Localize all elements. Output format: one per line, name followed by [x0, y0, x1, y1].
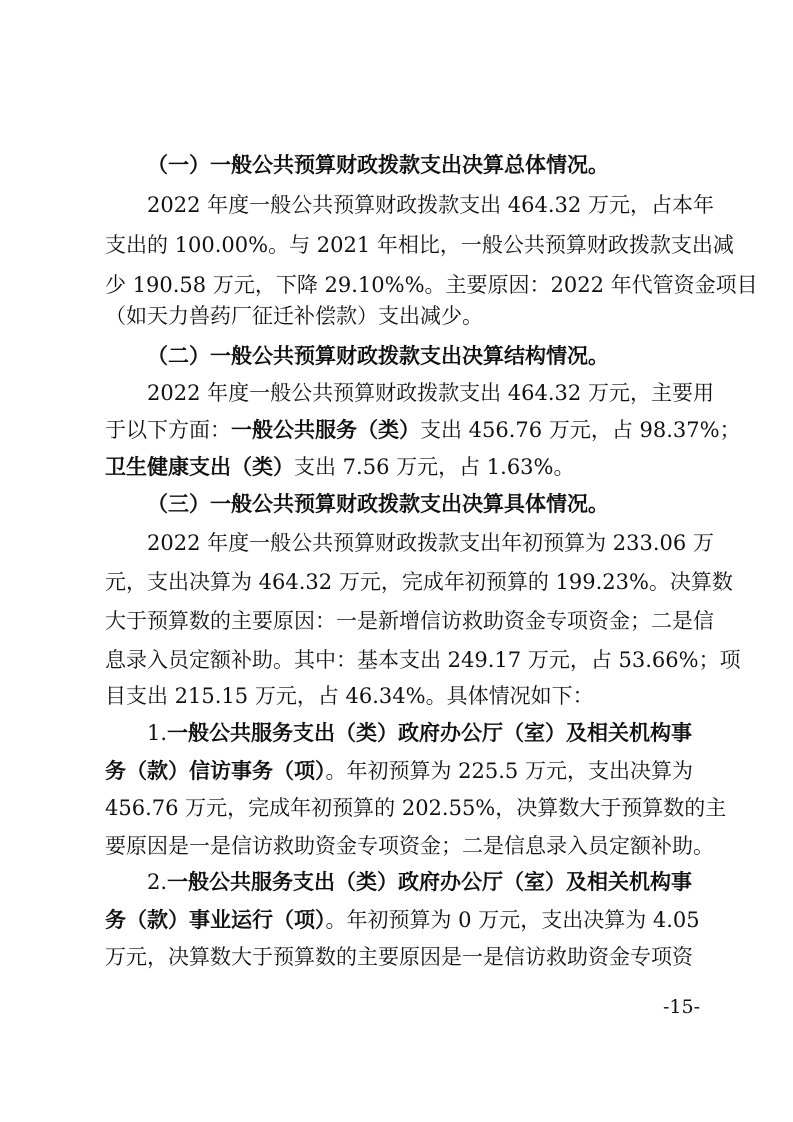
section2-line-1: 2022 年度一般公共预算财政拨款支出 464.32 万元，主要用	[147, 381, 714, 405]
section1-line-3: 少 190.58 万元，下降 29.10%%。主要原因：2022 年代管资金项目	[105, 273, 758, 297]
category-health: 卫生健康支出（类）	[105, 454, 294, 479]
page-number: -15-	[662, 996, 700, 1018]
item1-title-part1: 一般公共服务支出（类）政府办公厅（室）及相关机构事	[167, 720, 693, 745]
section2-line-3	[105, 447, 689, 487]
item1-number: 1.	[147, 721, 168, 745]
category-general-public-services: 一般公共服务（类）	[231, 417, 420, 442]
section2-line-2-pre: 于以下方面：	[105, 418, 231, 442]
item1-line-1	[147, 713, 693, 753]
item2-title-part2: 务（款）事业运行（项）	[105, 907, 326, 932]
section1-heading: （一）一般公共预算财政拨款支出决算总体情况。	[147, 152, 609, 177]
item2-title-part1: 一般公共服务支出（类）政府办公厅（室）及相关机构事	[167, 869, 693, 894]
section3-heading: （三）一般公共预算财政拨款支出决算具体情况。	[147, 491, 609, 516]
item2-line-1	[147, 862, 693, 902]
section3-line-4: 息录入员定额补助。其中：基本支出 249.17 万元，占 53.66%；项	[105, 648, 741, 672]
section2-heading: （二）一般公共预算财政拨款支出决算结构情况。	[147, 343, 609, 368]
item1-line-2	[105, 751, 693, 791]
section1-line-1: 2022 年度一般公共预算财政拨款支出 464.32 万元，占本年	[147, 193, 714, 217]
section2-line-2-post: 支出 456.76 万元，占 98.37%；	[420, 418, 741, 442]
section3-line-3: 大于预算数的主要原因：一是新增信访救助资金专项资金；二是信	[105, 609, 714, 633]
section1-line-4: （如天力兽药厂征迁补偿款）支出减少。	[105, 304, 483, 328]
section2-line-3-post: 支出 7.56 万元，占 1.63%。	[294, 455, 575, 479]
section3-line-2: 元，支出决算为 464.32 万元，完成年初预算的 199.23%。决算数	[105, 570, 733, 594]
section1-line-2: 支出的 100.00%。与 2021 年相比，一般公共预算财政拨款支出减	[105, 233, 734, 257]
item2-number: 2.	[147, 870, 168, 894]
item1-title-part2: 务（款）信访事务（项）	[105, 758, 326, 783]
item2-line-2	[105, 900, 700, 940]
item2-line-3: 万元，决算数大于预算数的主要原因是一是信访救助资金专项资	[105, 945, 693, 969]
section3-line-1: 2022 年度一般公共预算财政拨款支出年初预算为 233.06 万	[147, 531, 714, 555]
section2-line-2	[105, 410, 741, 450]
section3-line-5: 目支出 215.15 万元，占 46.34%。具体情况如下：	[105, 684, 594, 708]
item1-line-4: 要原因是一是信访救助资金专项资金；二是信息录入员定额补助。	[105, 834, 714, 858]
item1-line-2-post: 。年初预算为 225.5 万元，支出决算为	[325, 759, 693, 783]
item2-line-2-post: 。年初预算为 0 万元，支出决算为 4.05	[325, 908, 700, 932]
item1-line-3: 456.76 万元，完成年初预算的 202.55%，决算数大于预算数的主	[105, 796, 727, 820]
